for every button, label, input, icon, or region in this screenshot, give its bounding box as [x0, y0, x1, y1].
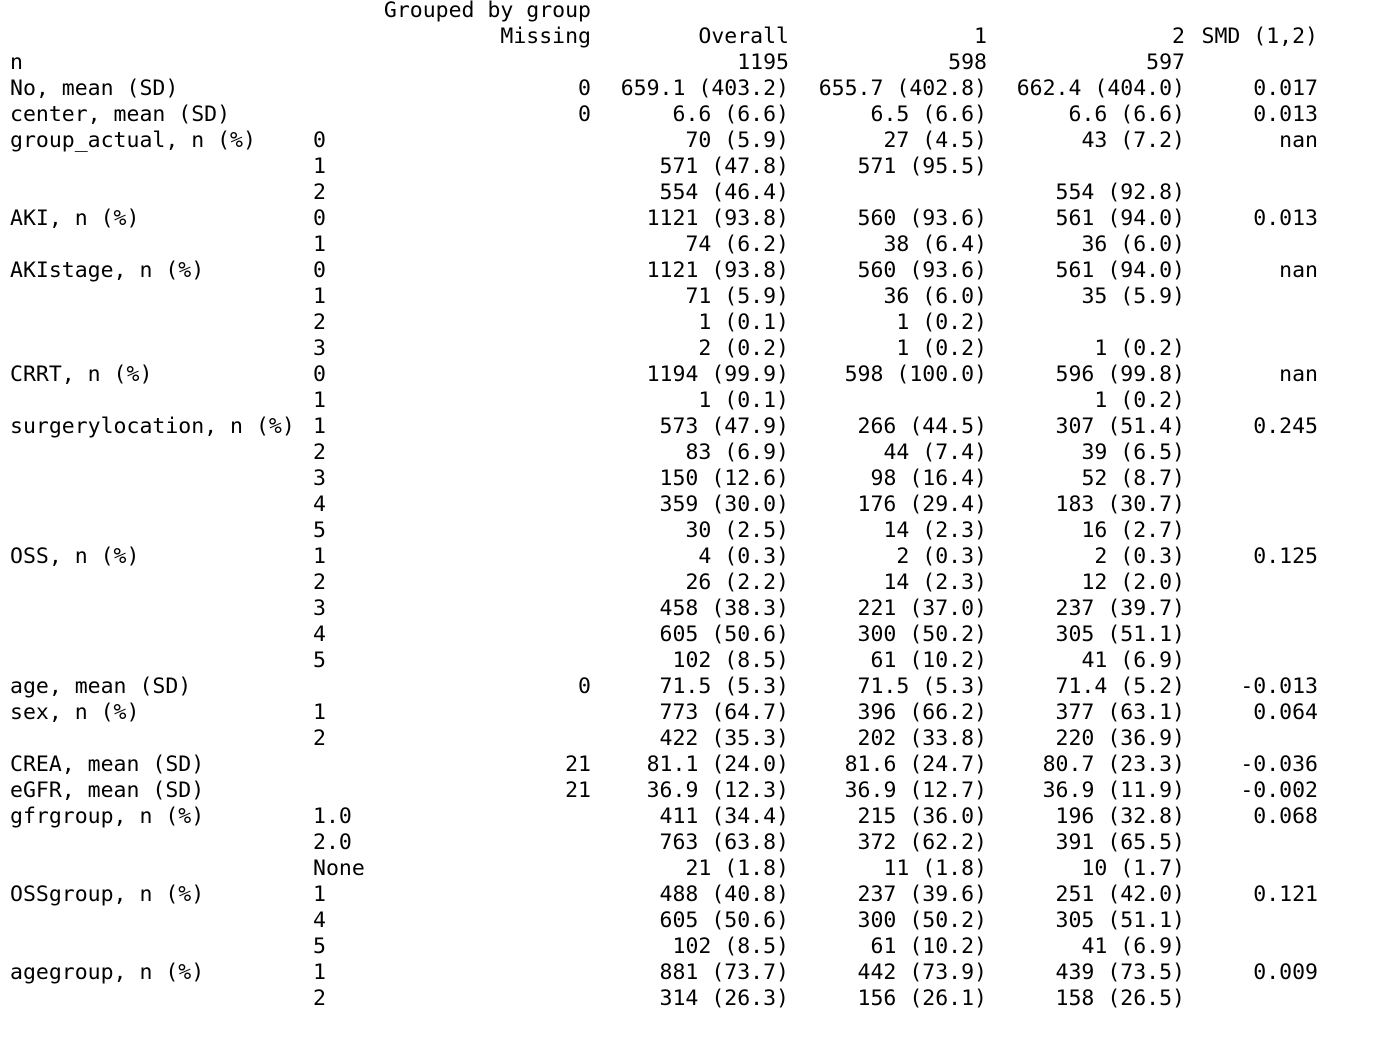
smd-cell: 0.121	[1253, 882, 1318, 907]
level-cell: 0	[313, 362, 326, 387]
level-cell: 1	[313, 700, 326, 725]
overall-cell: 881 (73.7)	[659, 960, 789, 985]
table-row	[0, 206, 1392, 232]
table-row	[0, 856, 1392, 882]
group2-cell: 305 (51.1)	[1055, 908, 1185, 933]
group2-cell: 16 (2.7)	[1081, 518, 1185, 543]
group1-cell: 81.6 (24.7)	[844, 752, 987, 777]
overall-cell: 4 (0.3)	[698, 544, 789, 569]
table-row	[0, 388, 1392, 414]
level-cell: 1	[313, 154, 326, 179]
level-cell: 3	[313, 336, 326, 361]
group1-cell: 442 (73.9)	[857, 960, 987, 985]
table-row	[0, 518, 1392, 544]
table-row	[0, 336, 1392, 362]
group2-cell: 36 (6.0)	[1081, 232, 1185, 257]
table-row	[0, 570, 1392, 596]
level-cell: 1	[313, 414, 326, 439]
group2-cell: 2 (0.3)	[1094, 544, 1185, 569]
smd-cell: 0.017	[1253, 76, 1318, 101]
group2-cell: 439 (73.5)	[1055, 960, 1185, 985]
table-row	[0, 544, 1392, 570]
group2-cell: 554 (92.8)	[1055, 180, 1185, 205]
variable-cell: OSS, n (%)	[10, 544, 140, 569]
group1-cell: 61 (10.2)	[870, 934, 987, 959]
smd-column-header: SMD (1,2)	[1201, 24, 1318, 49]
overall-cell: 21 (1.8)	[685, 856, 789, 881]
group1-cell: 36.9 (12.7)	[844, 778, 987, 803]
smd-cell: 0.064	[1253, 700, 1318, 725]
level-cell: 1	[313, 388, 326, 413]
group2-cell: 251 (42.0)	[1055, 882, 1185, 907]
header-row-columns	[0, 24, 1392, 50]
overall-cell: 1121 (93.8)	[646, 206, 789, 231]
overall-cell: 2 (0.2)	[698, 336, 789, 361]
group2-cell: 391 (65.5)	[1055, 830, 1185, 855]
group1-cell: 156 (26.1)	[857, 986, 987, 1011]
group2-cell: 596 (99.8)	[1055, 362, 1185, 387]
overall-cell: 488 (40.8)	[659, 882, 789, 907]
group2-cell: 158 (26.5)	[1055, 986, 1185, 1011]
table-row	[0, 934, 1392, 960]
table-row	[0, 726, 1392, 752]
group2-cell: 597	[1146, 50, 1185, 75]
table-row	[0, 128, 1392, 154]
group1-cell: 36 (6.0)	[883, 284, 987, 309]
overall-cell: 411 (34.4)	[659, 804, 789, 829]
level-cell: 1	[313, 882, 326, 907]
level-cell: 5	[313, 518, 326, 543]
group1-cell: 598	[948, 50, 987, 75]
group2-cell: 1 (0.2)	[1094, 336, 1185, 361]
group1-cell: 396 (66.2)	[857, 700, 987, 725]
table-row	[0, 102, 1392, 128]
level-cell: 0	[313, 128, 326, 153]
smd-cell: 0.068	[1253, 804, 1318, 829]
group1-cell: 6.5 (6.6)	[870, 102, 987, 127]
variable-cell: eGFR, mean (SD)	[10, 778, 205, 803]
group2-cell: 39 (6.5)	[1081, 440, 1185, 465]
table-row	[0, 50, 1392, 76]
table-row	[0, 622, 1392, 648]
overall-cell: 359 (30.0)	[659, 492, 789, 517]
smd-cell: nan	[1279, 362, 1318, 387]
overall-cell: 150 (12.6)	[659, 466, 789, 491]
level-cell: None	[313, 856, 365, 881]
group1-cell: 176 (29.4)	[857, 492, 987, 517]
group1-cell: 14 (2.3)	[883, 570, 987, 595]
smd-cell: 0.013	[1253, 102, 1318, 127]
missing-cell: 0	[578, 674, 591, 699]
missing-cell: 0	[578, 102, 591, 127]
table-row	[0, 648, 1392, 674]
overall-cell: 1121 (93.8)	[646, 258, 789, 283]
group2-cell: 561 (94.0)	[1055, 206, 1185, 231]
variable-cell: age, mean (SD)	[10, 674, 192, 699]
overall-cell: 70 (5.9)	[685, 128, 789, 153]
level-cell: 5	[313, 934, 326, 959]
level-cell: 4	[313, 908, 326, 933]
level-cell: 4	[313, 492, 326, 517]
smd-cell: 0.009	[1253, 960, 1318, 985]
group2-cell: 10 (1.7)	[1081, 856, 1185, 881]
group2-cell: 71.4 (5.2)	[1055, 674, 1185, 699]
overall-cell: 422 (35.3)	[659, 726, 789, 751]
variable-cell: agegroup, n (%)	[10, 960, 205, 985]
missing-cell: 21	[565, 752, 591, 777]
group1-cell: 560 (93.6)	[857, 206, 987, 231]
overall-cell: 773 (64.7)	[659, 700, 789, 725]
variable-cell: OSSgroup, n (%)	[10, 882, 205, 907]
variable-cell: CREA, mean (SD)	[10, 752, 205, 777]
table-row	[0, 76, 1392, 102]
missing-cell: 21	[565, 778, 591, 803]
table-row	[0, 440, 1392, 466]
overall-cell: 659.1 (403.2)	[620, 76, 789, 101]
level-cell: 3	[313, 596, 326, 621]
group2-column-header: 2	[1172, 24, 1185, 49]
group1-cell: 300 (50.2)	[857, 908, 987, 933]
overall-cell: 605 (50.6)	[659, 908, 789, 933]
overall-cell: 1194 (99.9)	[646, 362, 789, 387]
group2-cell: 6.6 (6.6)	[1068, 102, 1185, 127]
variable-cell: AKIstage, n (%)	[10, 258, 205, 283]
overall-cell: 102 (8.5)	[672, 934, 789, 959]
variable-cell: group_actual, n (%)	[10, 128, 256, 153]
level-cell: 0	[313, 206, 326, 231]
level-cell: 2	[313, 986, 326, 1011]
grouped-by-label: Grouped by group	[383, 0, 591, 23]
smd-cell: 0.013	[1253, 206, 1318, 231]
missing-cell: 0	[578, 76, 591, 101]
group2-cell: 377 (63.1)	[1055, 700, 1185, 725]
variable-cell: sex, n (%)	[10, 700, 140, 725]
table-row	[0, 596, 1392, 622]
group2-cell: 35 (5.9)	[1081, 284, 1185, 309]
group1-cell: 71.5 (5.3)	[857, 674, 987, 699]
header-row-grouped	[0, 0, 1392, 24]
group1-cell: 560 (93.6)	[857, 258, 987, 283]
group2-cell: 36.9 (11.9)	[1042, 778, 1185, 803]
group1-cell: 1 (0.2)	[896, 336, 987, 361]
level-cell: 0	[313, 258, 326, 283]
overall-cell: 74 (6.2)	[685, 232, 789, 257]
group1-cell: 38 (6.4)	[883, 232, 987, 257]
level-cell: 2	[313, 570, 326, 595]
overall-cell: 314 (26.3)	[659, 986, 789, 1011]
group2-cell: 183 (30.7)	[1055, 492, 1185, 517]
group1-cell: 300 (50.2)	[857, 622, 987, 647]
level-cell: 2.0	[313, 830, 352, 855]
table-row	[0, 284, 1392, 310]
smd-cell: nan	[1279, 128, 1318, 153]
group2-cell: 662.4 (404.0)	[1016, 76, 1185, 101]
overall-cell: 1 (0.1)	[698, 388, 789, 413]
group1-cell: 221 (37.0)	[857, 596, 987, 621]
group1-cell: 202 (33.8)	[857, 726, 987, 751]
group2-cell: 237 (39.7)	[1055, 596, 1185, 621]
overall-cell: 554 (46.4)	[659, 180, 789, 205]
variable-cell: center, mean (SD)	[10, 102, 231, 127]
level-cell: 5	[313, 648, 326, 673]
overall-cell: 102 (8.5)	[672, 648, 789, 673]
overall-cell: 71.5 (5.3)	[659, 674, 789, 699]
overall-cell: 71 (5.9)	[685, 284, 789, 309]
level-cell: 2	[313, 726, 326, 751]
table-row	[0, 466, 1392, 492]
smd-cell: -0.013	[1240, 674, 1318, 699]
variable-cell: No, mean (SD)	[10, 76, 179, 101]
group1-cell: 1 (0.2)	[896, 310, 987, 335]
group2-cell: 43 (7.2)	[1081, 128, 1185, 153]
table-row	[0, 258, 1392, 284]
variable-cell: AKI, n (%)	[10, 206, 140, 231]
smd-cell: -0.036	[1240, 752, 1318, 777]
table-row	[0, 986, 1392, 1012]
table-row	[0, 674, 1392, 700]
level-cell: 1	[313, 284, 326, 309]
group1-cell: 266 (44.5)	[857, 414, 987, 439]
table-row	[0, 180, 1392, 206]
table-row	[0, 804, 1392, 830]
overall-cell: 1 (0.1)	[698, 310, 789, 335]
group1-cell: 98 (16.4)	[870, 466, 987, 491]
group2-cell: 307 (51.4)	[1055, 414, 1185, 439]
table-row	[0, 960, 1392, 986]
group2-cell: 41 (6.9)	[1081, 934, 1185, 959]
level-cell: 1	[313, 544, 326, 569]
group1-cell: 61 (10.2)	[870, 648, 987, 673]
group2-cell: 80.7 (23.3)	[1042, 752, 1185, 777]
group1-column-header: 1	[974, 24, 987, 49]
group2-cell: 305 (51.1)	[1055, 622, 1185, 647]
smd-cell: nan	[1279, 258, 1318, 283]
group1-cell: 27 (4.5)	[883, 128, 987, 153]
group2-cell: 196 (32.8)	[1055, 804, 1185, 829]
group2-cell: 41 (6.9)	[1081, 648, 1185, 673]
group1-cell: 237 (39.6)	[857, 882, 987, 907]
smd-cell: 0.245	[1253, 414, 1318, 439]
group1-cell: 598 (100.0)	[844, 362, 987, 387]
level-cell: 2	[313, 180, 326, 205]
overall-cell: 1195	[737, 50, 789, 75]
smd-cell: 0.125	[1253, 544, 1318, 569]
table-row	[0, 882, 1392, 908]
group1-cell: 571 (95.5)	[857, 154, 987, 179]
smd-cell: -0.002	[1240, 778, 1318, 803]
table-row	[0, 414, 1392, 440]
table-row	[0, 830, 1392, 856]
table-row	[0, 362, 1392, 388]
table-row	[0, 310, 1392, 336]
overall-cell: 573 (47.9)	[659, 414, 789, 439]
overall-column-header: Overall	[698, 24, 789, 49]
table-row	[0, 700, 1392, 726]
overall-cell: 6.6 (6.6)	[672, 102, 789, 127]
table-row	[0, 232, 1392, 258]
missing-column-header: Missing	[500, 24, 591, 49]
variable-cell: n	[10, 50, 23, 75]
overall-cell: 763 (63.8)	[659, 830, 789, 855]
group1-cell: 2 (0.3)	[896, 544, 987, 569]
group2-cell: 1 (0.2)	[1094, 388, 1185, 413]
level-cell: 1.0	[313, 804, 352, 829]
overall-cell: 458 (38.3)	[659, 596, 789, 621]
group2-cell: 12 (2.0)	[1081, 570, 1185, 595]
variable-cell: surgerylocation, n (%)	[10, 414, 295, 439]
overall-cell: 605 (50.6)	[659, 622, 789, 647]
variable-cell: gfrgroup, n (%)	[10, 804, 205, 829]
group1-cell: 11 (1.8)	[883, 856, 987, 881]
group1-cell: 44 (7.4)	[883, 440, 987, 465]
table-row	[0, 154, 1392, 180]
table-row	[0, 778, 1392, 804]
group1-cell: 14 (2.3)	[883, 518, 987, 543]
table-row	[0, 492, 1392, 518]
group2-cell: 561 (94.0)	[1055, 258, 1185, 283]
group2-cell: 52 (8.7)	[1081, 466, 1185, 491]
level-cell: 1	[313, 960, 326, 985]
overall-cell: 26 (2.2)	[685, 570, 789, 595]
group2-cell: 220 (36.9)	[1055, 726, 1185, 751]
group1-cell: 215 (36.0)	[857, 804, 987, 829]
level-cell: 2	[313, 440, 326, 465]
variable-cell: CRRT, n (%)	[10, 362, 153, 387]
level-cell: 1	[313, 232, 326, 257]
overall-cell: 36.9 (12.3)	[646, 778, 789, 803]
level-cell: 2	[313, 310, 326, 335]
overall-cell: 83 (6.9)	[685, 440, 789, 465]
overall-cell: 81.1 (24.0)	[646, 752, 789, 777]
level-cell: 4	[313, 622, 326, 647]
overall-cell: 30 (2.5)	[685, 518, 789, 543]
group1-cell: 372 (62.2)	[857, 830, 987, 855]
group1-cell: 655.7 (402.8)	[818, 76, 987, 101]
table-row	[0, 752, 1392, 778]
level-cell: 3	[313, 466, 326, 491]
overall-cell: 571 (47.8)	[659, 154, 789, 179]
table-row	[0, 908, 1392, 934]
